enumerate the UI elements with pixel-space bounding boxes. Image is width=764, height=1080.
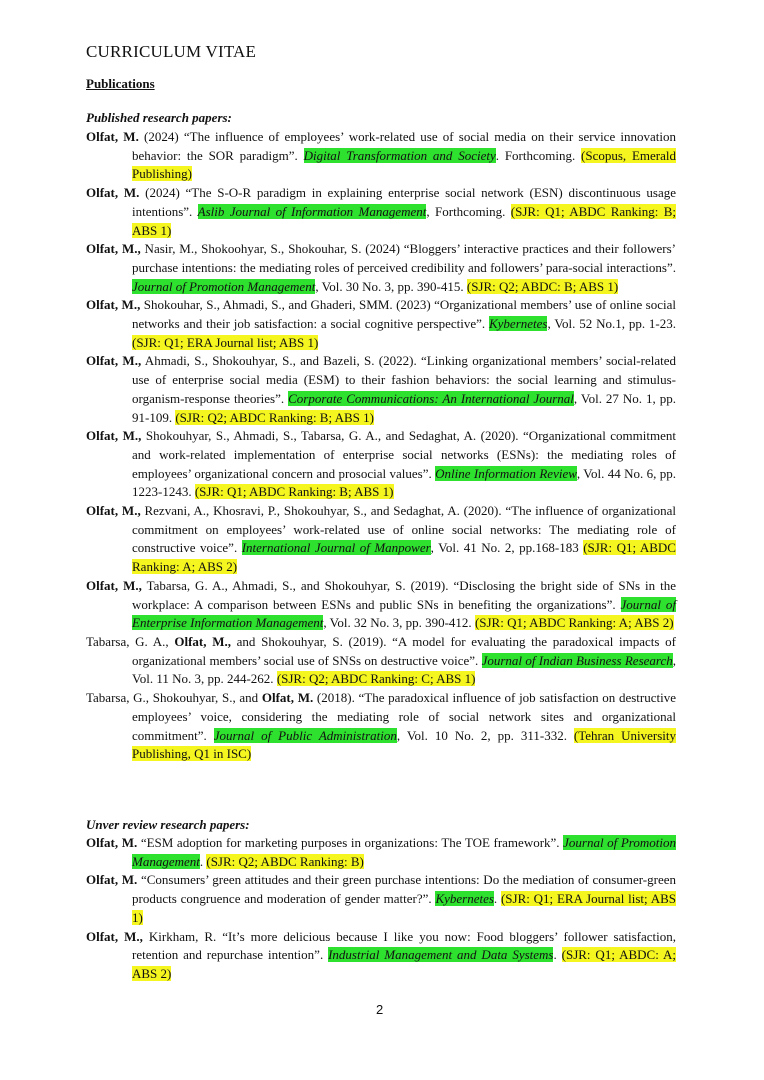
citation-text: Shokouhar, S., Ahmadi, S., and Ghaderi, SMM. (2023) “Organizational members’ use of online social networks and their job satisfaction: a social cognitive perspective”. xyxy=(132,297,676,332)
publication-entry xyxy=(86,633,676,689)
author-name: Olfat, M., xyxy=(86,577,142,593)
citation-text: Tabarsa, G. A., Ahmadi, S., and Shokouhyar, S. (2019). “Disclosing the bright side of SNs in the workplace: A comparison between ESNs and public SNs in benefiting the organizations”. xyxy=(132,577,676,612)
publication-entry xyxy=(86,128,676,184)
citation-text: Nasir, M., Shokoohyar, S., Shokouhar, S. (2024) “Bloggers’ interactive practices and their followers’ purchase intentions: the mediating roles of perceived credibility and followers’ para-social interactions”. xyxy=(132,241,677,275)
page-number: 2 xyxy=(376,1002,384,1017)
journal-ranking: (SJR: Q1; ABDC Ranking: A; ABS 2) xyxy=(132,540,676,575)
author-name: Olfat, M. xyxy=(86,129,139,144)
journal-name: International Journal of Manpower xyxy=(241,540,431,556)
review-heading: Unver review research papers: xyxy=(86,817,250,832)
citation-details: . xyxy=(199,853,207,869)
publication-entry xyxy=(86,240,676,296)
citation-text: (2018). “The paradoxical influence of job satisfaction on destructive employees’ voice, considering the mediating role of social network sites and organizational commitment”. xyxy=(132,690,676,743)
author-name: Olfat, M. xyxy=(86,185,140,201)
journal-ranking: (SJR: Q1; ERA Journal list; ABS 1) xyxy=(132,891,676,925)
citation-text: (2024) “The S-O-R paradigm in explaining enterprise social network (ESN) discontinuous usage intentions”. xyxy=(132,185,676,219)
citation-details: , Vol. 27 No. 1, pp. 91-109. xyxy=(132,390,676,425)
publication-entry xyxy=(86,577,676,633)
journal-ranking: (SJR: Q1; ERA Journal list; ABS 1) xyxy=(132,334,319,350)
publication-entry xyxy=(86,689,676,764)
citation-details: , Vol. 32 No. 3, pp. 390-412. xyxy=(323,615,475,631)
publication-entry xyxy=(86,834,676,871)
citation-details: , Vol. 30 No. 3, pp. 390-415. xyxy=(315,278,467,294)
journal-name: Corporate Communications: An International Journal xyxy=(288,390,574,406)
publication-entry xyxy=(86,928,676,984)
author-name: Olfat, M., xyxy=(174,633,231,649)
journal-name: Journal of Public Administration xyxy=(213,727,397,743)
journal-name: Journal of Promotion Management xyxy=(132,835,676,869)
citation-details: , Vol. 10 No. 2, pp. 311-332. xyxy=(396,727,574,743)
journal-name: Digital Transformation and Society xyxy=(303,147,496,163)
journal-name: Kybernetes xyxy=(488,316,548,332)
author-name: Olfat, M., xyxy=(86,297,141,313)
journal-name: Aslib Journal of Information Management xyxy=(197,203,427,219)
citation-text: “Consumers’ green attitudes and their green purchase intentions: Do the mediation of consumer-green products congruence and moderation of gender matter?”. xyxy=(132,872,676,907)
section-title: Publications xyxy=(86,76,155,91)
publication-entry xyxy=(86,184,676,240)
author-name: Olfat, M., xyxy=(86,353,142,369)
author-name: Olfat, M., xyxy=(86,241,141,257)
published-list xyxy=(86,128,676,764)
publication-entry xyxy=(86,352,676,427)
publication-entry xyxy=(86,871,676,927)
journal-ranking: (Tehran University Publishing, Q1 in ISC) xyxy=(132,727,676,762)
citation-text: (2024) “The influence of employees’ work-related use of social media on their service innovation behavior: the SOR paradigm”. xyxy=(132,129,677,163)
journal-name: Journal of Enterprise Information Management xyxy=(132,596,676,631)
citation-text: Rezvani, A., Khosravi, P., Shokouhyar, S., and Sedaghat, A. (2020). “The influence of organizational commitment on employees’ work-related use of online social networks: The mediating role of constructive voice”. xyxy=(132,503,677,556)
journal-ranking: (SJR: Q2; ABDC Ranking: B; ABS 1) xyxy=(175,409,374,425)
journal-ranking: (SJR: Q2; ABDC Ranking: B) xyxy=(206,853,364,869)
publication-entry xyxy=(86,427,676,502)
author-name: Olfat, M., xyxy=(86,503,141,519)
author-name: Olfat, M. xyxy=(86,872,138,888)
citation-details: , Vol. 41 No. 2, pp.168-183 xyxy=(430,540,584,556)
citation-text: Kirkham, R. “It’s more delicious because I like you now: Food bloggers’ follower satisfaction, retention and repurchase intention”. xyxy=(132,928,677,963)
journal-ranking: (SJR: Q1; ABDC Ranking: B; ABS 1) xyxy=(132,203,677,238)
citation-details: , Vol. 44 No. 6, pp. 1223-1243. xyxy=(132,465,677,500)
document-title: CURRICULUM VITAE xyxy=(86,42,257,61)
citation-details: , Forthcoming. xyxy=(426,203,511,219)
publication-entry xyxy=(86,502,676,577)
citation-details: . xyxy=(493,891,501,907)
journal-ranking: (SJR: Q2; ABDC Ranking: C; ABS 1) xyxy=(276,671,476,687)
journal-name: Journal of Promotion Management xyxy=(132,278,316,294)
journal-name: Kybernetes xyxy=(435,891,494,907)
journal-name: Journal of Indian Business Research xyxy=(481,652,673,668)
coauthors-pre: Tabarsa, G., Shokouhyar, S., and xyxy=(86,690,262,706)
citation-details: , Vol. 52 No.1, pp. 1-23. xyxy=(547,316,677,332)
journal-ranking: (SJR: Q1; ABDC Ranking: B; ABS 1) xyxy=(194,484,394,500)
citation-text: “ESM adoption for marketing purposes in organizations: The TOE framework”. xyxy=(137,835,564,850)
journal-ranking: (SJR: Q2; ABDC: B; ABS 1) xyxy=(466,278,619,294)
author-name: Olfat, M., xyxy=(86,928,143,944)
journal-ranking: (Scopus, Emerald Publishing) xyxy=(132,147,676,182)
author-name: Olfat, M., xyxy=(86,428,142,444)
author-name: Olfat, M. xyxy=(86,835,138,850)
published-heading: Published research papers: xyxy=(86,110,232,125)
journal-name: Industrial Management and Data Systems xyxy=(328,947,554,963)
citation-details: , Vol. 11 No. 3, pp. 244-262. xyxy=(132,652,676,687)
publication-entry xyxy=(86,296,676,352)
citation-text: Ahmadi, S., Shokouhyar, S., and Bazeli, S. (2022). “Linking organizational members’ social-related use of enterprise social media (ESM) to their fashion behaviors: the social learning and stimulus-organism-response theories”. xyxy=(132,353,677,406)
citation-text: and Shokouhyar, S. (2019). “A model for evaluating the paradoxical impacts of organizational members’ social use of SNSs on destructive voice”. xyxy=(132,633,676,668)
citation-details: . xyxy=(553,947,562,963)
coauthors-pre: Tabarsa, G. A., xyxy=(86,633,175,649)
author-name: Olfat, M. xyxy=(261,690,314,706)
citation-details: . Forthcoming. xyxy=(495,147,582,163)
journal-ranking: (SJR: Q1; ABDC: A; ABS 2) xyxy=(132,947,677,981)
citation-text: Shokouhyar, S., Ahmadi, S., Tabarsa, G. A., and Sedaghat, A. (2020). “Organizational commitment and work-related implementation of enterprise social networks (ESNs): the mediating roles of employees’ organizational concern and prosocial values”. xyxy=(132,428,676,481)
journal-ranking: (SJR: Q1; ABDC Ranking: A; ABS 2) xyxy=(474,615,674,631)
review-list xyxy=(86,834,676,984)
journal-name: Online Information Review xyxy=(435,465,577,481)
